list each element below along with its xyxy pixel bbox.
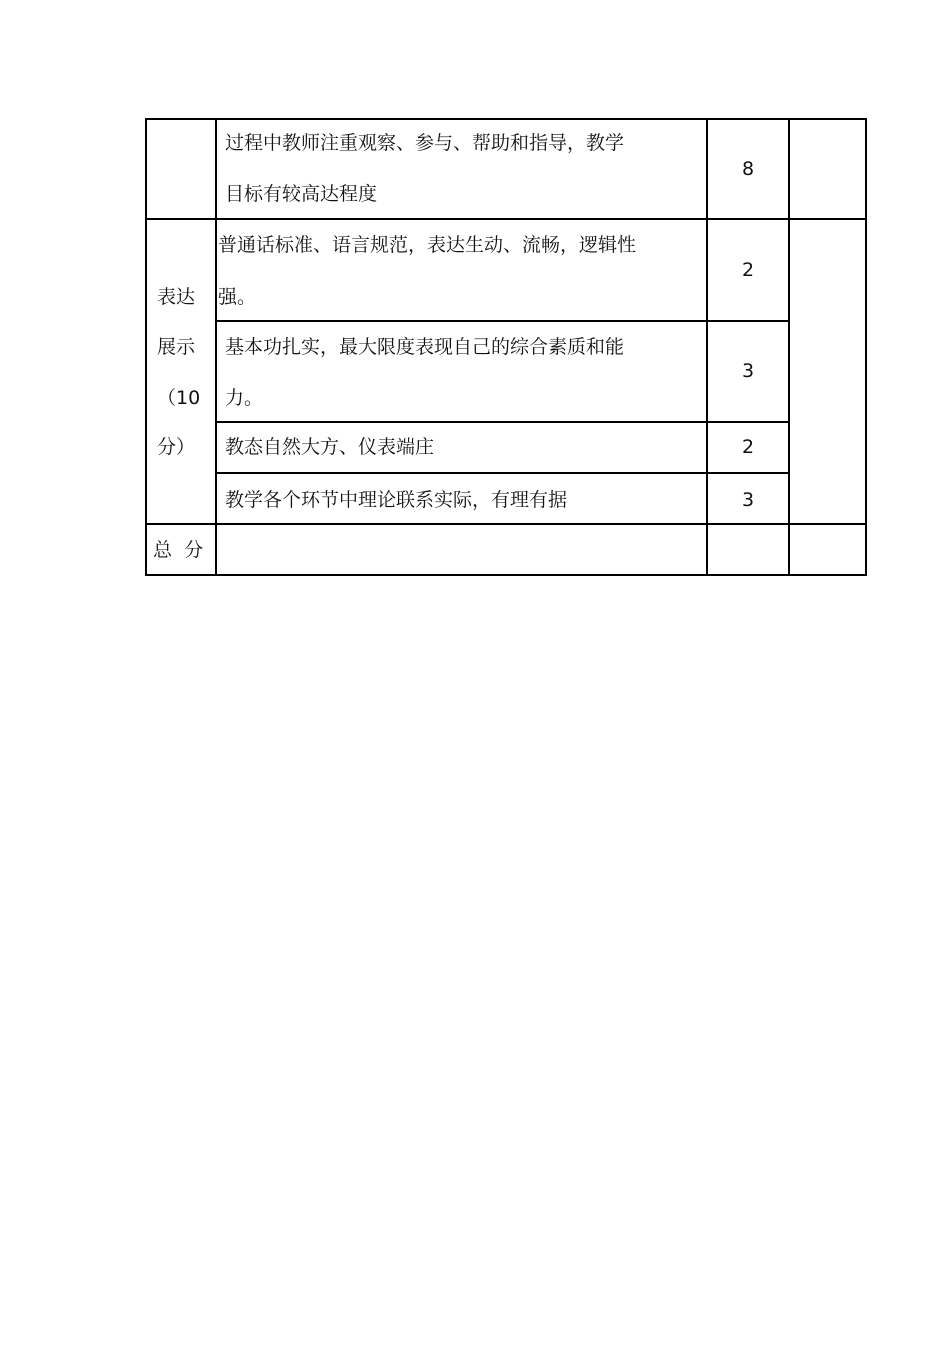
score-value: 3: [741, 489, 755, 511]
criteria-text: 基本功扎实，最大限度表现自己的综合素质和能: [225, 336, 625, 358]
table-border-left: [145, 118, 147, 576]
column-divider: [215, 118, 217, 576]
criteria-text: 教学各个环节中理论联系实际，有理有据: [225, 489, 568, 511]
score-value: 8: [741, 158, 755, 180]
criteria-text: 目标有较高达程度: [225, 183, 378, 205]
score-value: 2: [741, 259, 755, 281]
category-label: 分）: [157, 436, 196, 458]
table-border-right: [865, 118, 867, 576]
row-divider: [145, 218, 866, 220]
table-border-top: [145, 118, 866, 120]
column-divider: [788, 118, 790, 576]
criteria-text: 普通话标准、语言规范，表达生动、流畅，逻辑性: [218, 234, 637, 256]
criteria-text: 过程中教师注重观察、参与、帮助和指导，教学: [225, 132, 625, 154]
criteria-text: 力。: [225, 387, 264, 409]
score-value: 2: [741, 436, 755, 458]
criteria-text: 教态自然大方、仪表端庄: [225, 436, 435, 458]
row-divider: [145, 523, 866, 525]
row-divider: [216, 421, 789, 423]
table-border-bottom: [145, 574, 866, 576]
criteria-text: 强。: [218, 286, 257, 308]
category-label: （10: [157, 387, 201, 409]
total-label: 总 分: [153, 539, 204, 561]
category-label: 表达: [157, 286, 196, 308]
row-divider: [216, 320, 789, 322]
row-divider: [216, 472, 789, 474]
category-label: 展示: [157, 336, 196, 358]
score-value: 3: [741, 360, 755, 382]
